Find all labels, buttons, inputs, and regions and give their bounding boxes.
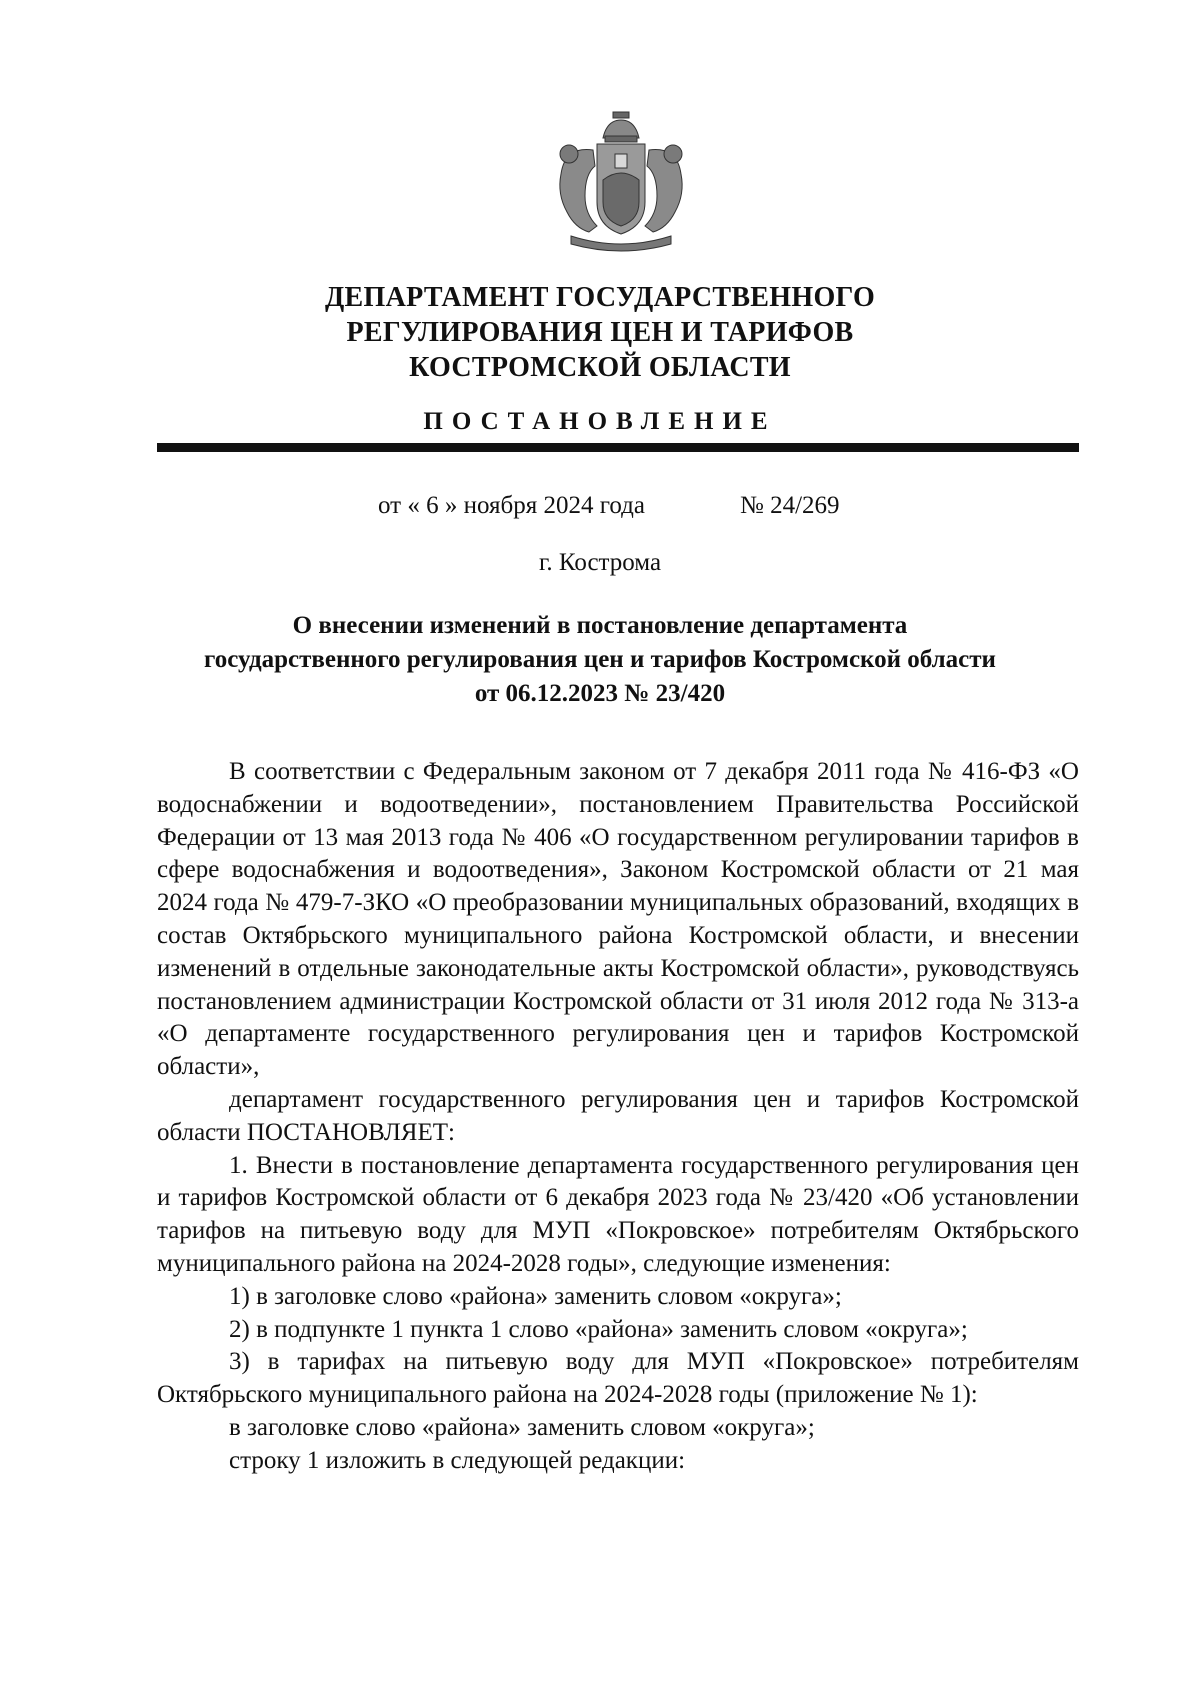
document-city: г. Кострома — [538, 549, 662, 576]
coat-of-arms-icon — [545, 110, 697, 256]
department-name-line3: КОСТРОМСКОЙ ОБЛАСТИ — [409, 352, 791, 383]
document-body — [157, 756, 1079, 1478]
document-subject — [0, 609, 1200, 711]
body-paragraph-item-1: 1. Внести в постановление департамента государственного регулирования цен и тарифов Костромской области от 6 декабря 2023 года № 23/420 «Об установлении тарифов на питьевую воду для МУП «Покровское» потребителям Октябрьского муниципального района на 2024-2028 годы», следующие изменения: — [157, 1151, 1079, 1277]
body-paragraph-resolves: департамент государственного регулирования цен и тарифов Костромской области ПОСТАНОВЛЯЕТ: — [157, 1085, 1079, 1146]
document-type-title: ПОСТАНОВЛЕНИЕ — [423, 408, 777, 435]
subject-line1: О внесении изменений в постановление департамента — [292, 612, 908, 639]
body-paragraph-subitem-3: 3) в тарифах на питьевую воду для МУП «Покровское» потребителям Октябрьского муниципального района на 2024-2028 годы (приложение № 1): — [157, 1348, 1079, 1409]
department-name-line2: РЕГУЛИРОВАНИЯ ЦЕН И ТАРИФОВ — [346, 317, 854, 348]
department-name-line1: ДЕПАРТАМЕНТ ГОСУДАРСТВЕННОГО — [324, 282, 876, 313]
body-paragraph-subitem-2: 2) в подпункте 1 пункта 1 слово «района» заменить словом «округа»; — [229, 1315, 968, 1343]
header-divider — [157, 443, 1079, 452]
document-date: от « 6 » ноября 2024 года — [378, 492, 645, 519]
subject-line2: государственного регулирования цен и тарифов Костромской области — [204, 646, 996, 673]
subject-line3: от 06.12.2023 № 23/420 — [474, 680, 726, 707]
body-paragraph-heading-change: в заголовке слово «района» заменить словом «округа»; — [229, 1413, 815, 1441]
body-paragraph-subitem-1: 1) в заголовке слово «района» заменить словом «округа»; — [229, 1282, 842, 1310]
body-paragraph-preamble: В соответствии с Федеральным законом от 7 декабря 2011 года № 416-ФЗ «О водоснабжении и водоотведении», постановлением Правительства Российской Федерации от 13 мая 2013 года № 406 «О государственном регулировании тарифов в сфере водоснабжения и водоотведения», Законом Костромской области от 21 мая 2024 года № 479-7-ЗКО «О преобразовании муниципальных образований, входящих в состав Октябрьского муниципального района Костромской области, и внесении изменений в отдельные законодательные акты Костромской области», руководствуясь постановлением администрации Костромской области от 31 июля 2012 года № 313-а «О департаменте государственного регулирования цен и тарифов Костромской области», — [157, 758, 1079, 1081]
document-number: № 24/269 — [740, 492, 840, 519]
body-paragraph-row-change: строку 1 изложить в следующей редакции: — [229, 1446, 686, 1474]
